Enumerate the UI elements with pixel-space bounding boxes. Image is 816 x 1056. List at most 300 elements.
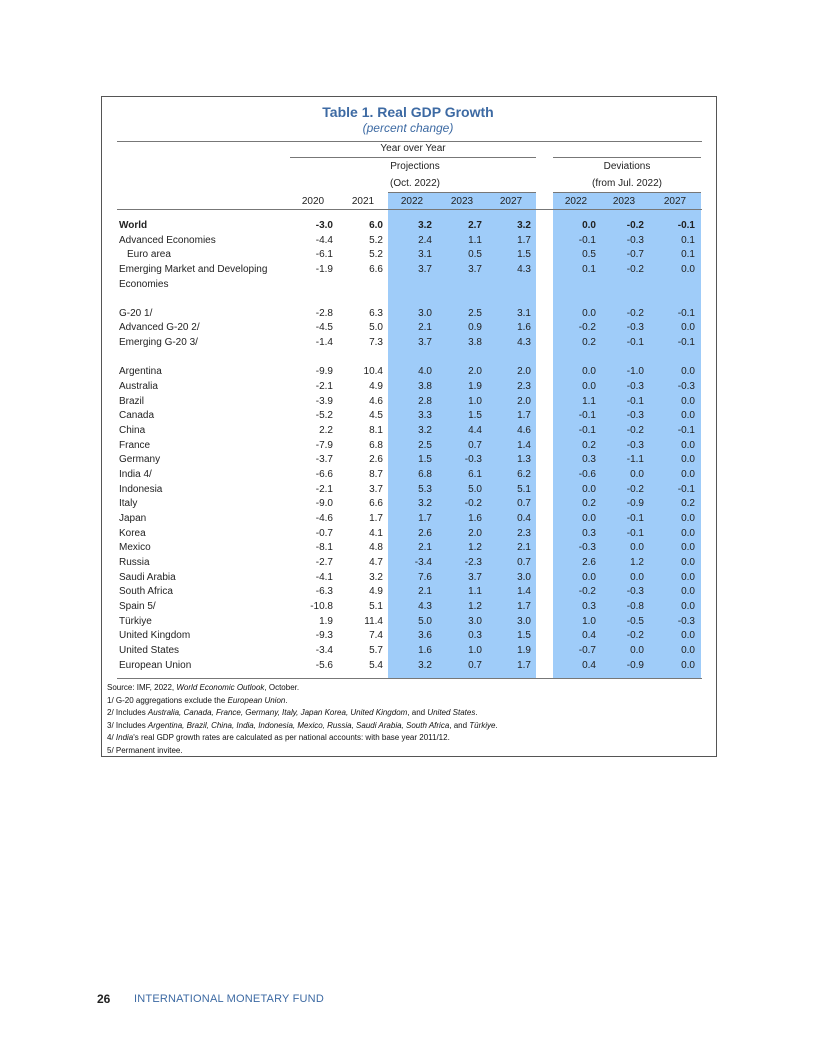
header-deviations: Deviations bbox=[603, 161, 651, 172]
cell-value: 6.6 bbox=[369, 498, 383, 510]
cell-value: 4.1 bbox=[369, 527, 383, 539]
cell-value: 0.0 bbox=[681, 659, 695, 671]
cell-value: 4.3 bbox=[517, 337, 531, 348]
cell-value: 0.0 bbox=[681, 512, 695, 524]
table-subtitle: (percent change) bbox=[362, 121, 454, 135]
cell-value: 0.4 bbox=[517, 512, 531, 524]
cell-value: 0.0 bbox=[582, 307, 596, 319]
cell-value: 0.2 bbox=[582, 498, 596, 510]
table-row bbox=[0, 571, 816, 586]
cell-value: -0.1 bbox=[626, 512, 644, 524]
cell-value: 1.9 bbox=[319, 615, 333, 627]
table-row bbox=[0, 585, 816, 600]
header-deviations-date: (from Jul. 2022) bbox=[591, 178, 663, 189]
footnote-3: 3/ Includes Argentina, Brazil, China, India, Indonesia, Mexico, Russia, Saudi Arabia, South Africa, and Türkiye. bbox=[107, 720, 498, 730]
cell-value: 1.5 bbox=[517, 630, 531, 642]
cell-value: 1.2 bbox=[630, 556, 644, 568]
cell-value: -5.6 bbox=[315, 659, 333, 671]
cell-value: 0.9 bbox=[468, 322, 482, 334]
cell-value: 2.6 bbox=[369, 454, 383, 466]
row-label: Australia bbox=[119, 381, 158, 392]
cell-value: 1.5 bbox=[418, 454, 432, 466]
cell-value: 0.0 bbox=[582, 366, 596, 378]
cell-value: -1.4 bbox=[315, 337, 333, 348]
cell-value: 1.5 bbox=[517, 249, 531, 260]
cell-value: -0.2 bbox=[626, 483, 644, 495]
cell-value: -0.2 bbox=[626, 630, 644, 642]
cell-value: 2.4 bbox=[418, 234, 432, 246]
cell-value: 0.2 bbox=[582, 439, 596, 451]
cell-value: 1.0 bbox=[468, 395, 482, 407]
rule-under-subtitle bbox=[117, 141, 702, 142]
cell-value: 6.8 bbox=[369, 439, 383, 451]
cell-value: 2.1 bbox=[418, 542, 432, 554]
cell-value: 6.6 bbox=[369, 263, 383, 275]
cell-value: -1.0 bbox=[626, 366, 644, 378]
rule-under-projections bbox=[388, 192, 536, 193]
cell-value: 7.3 bbox=[369, 337, 383, 348]
cell-value: 2.7 bbox=[468, 220, 482, 231]
footnote-5: 5/ Permanent invitee. bbox=[107, 745, 183, 755]
cell-value: 1.0 bbox=[468, 644, 482, 656]
cell-value: -6.1 bbox=[315, 249, 333, 260]
cell-value: 3.2 bbox=[418, 659, 432, 671]
table-row bbox=[0, 219, 816, 234]
cell-value: 1.9 bbox=[468, 381, 482, 392]
cell-value: 4.7 bbox=[369, 556, 383, 568]
cell-value: 3.7 bbox=[468, 263, 482, 275]
cell-value: 0.0 bbox=[681, 322, 695, 334]
cell-value: 0.5 bbox=[582, 249, 596, 260]
cell-value: -1.1 bbox=[626, 454, 644, 466]
cell-value: 5.0 bbox=[418, 615, 432, 627]
cell-value: 8.7 bbox=[369, 468, 383, 480]
footnote-4: 4/ India's real GDP growth rates are calculated as per national accounts: with base year 2011/12. bbox=[107, 733, 450, 742]
cell-value: -0.2 bbox=[626, 424, 644, 436]
cell-value: 10.4 bbox=[363, 366, 383, 378]
cell-value: 0.0 bbox=[681, 600, 695, 612]
cell-value: 1.9 bbox=[517, 644, 531, 656]
cell-value: 6.0 bbox=[369, 220, 383, 231]
row-label: Germany bbox=[119, 454, 161, 466]
cell-value: 0.0 bbox=[681, 395, 695, 407]
cell-value: 1.7 bbox=[517, 410, 531, 422]
cell-value: 0.7 bbox=[468, 439, 482, 451]
cell-value: 4.3 bbox=[418, 600, 432, 612]
cell-value: 0.0 bbox=[681, 571, 695, 583]
cell-value: -3.4 bbox=[315, 644, 333, 656]
publisher-name: INTERNATIONAL MONETARY FUND bbox=[134, 993, 324, 1005]
cell-value: -0.1 bbox=[677, 483, 695, 495]
cell-value: 5.7 bbox=[369, 644, 383, 656]
cell-value: 4.6 bbox=[517, 424, 531, 436]
row-label: Italy bbox=[119, 498, 138, 510]
row-label: Emerging Market and Developing bbox=[119, 263, 268, 275]
cell-value: -9.9 bbox=[315, 366, 333, 378]
cell-value: 3.3 bbox=[418, 410, 432, 422]
cell-value: 3.0 bbox=[468, 615, 482, 627]
cell-value: -9.3 bbox=[315, 630, 333, 642]
rule-under-columns bbox=[117, 209, 702, 210]
cell-value: -0.8 bbox=[626, 600, 644, 612]
row-label: South Africa bbox=[119, 586, 173, 598]
cell-value: -0.7 bbox=[578, 644, 596, 656]
header-projections: Projections bbox=[390, 161, 440, 172]
cell-value: -0.9 bbox=[626, 659, 644, 671]
cell-value: 0.3 bbox=[582, 454, 596, 466]
cell-value: 3.2 bbox=[418, 424, 432, 436]
table-row bbox=[0, 644, 816, 659]
table-row bbox=[0, 615, 816, 630]
cell-value: -4.5 bbox=[315, 322, 333, 334]
cell-value: -0.6 bbox=[578, 468, 596, 480]
rule-under-deviations-top bbox=[553, 157, 701, 158]
row-label: Economies bbox=[119, 278, 169, 290]
table-row bbox=[0, 336, 816, 351]
cell-value: 1.7 bbox=[369, 512, 383, 524]
cell-value: 1.7 bbox=[418, 512, 432, 524]
cell-value: 11.4 bbox=[364, 615, 383, 627]
cell-value: 4.5 bbox=[369, 410, 383, 422]
row-label: Saudi Arabia bbox=[119, 571, 176, 583]
row-label: United Kingdom bbox=[119, 630, 191, 642]
cell-value: -0.2 bbox=[578, 322, 596, 334]
cell-value: -3.7 bbox=[315, 454, 333, 466]
cell-value: 2.6 bbox=[418, 527, 432, 539]
cell-value: 2.0 bbox=[517, 395, 531, 407]
col-header: 2021 bbox=[351, 196, 375, 207]
col-header: 2027 bbox=[499, 196, 523, 207]
cell-value: 3.7 bbox=[418, 337, 432, 348]
cell-value: 2.0 bbox=[517, 366, 531, 378]
table-row bbox=[0, 468, 816, 483]
cell-value: -0.1 bbox=[677, 307, 695, 319]
cell-value: 0.7 bbox=[517, 498, 531, 510]
cell-value: 0.5 bbox=[468, 249, 482, 260]
cell-value: 4.9 bbox=[369, 586, 383, 598]
cell-value: -0.3 bbox=[626, 586, 644, 598]
table-row bbox=[0, 453, 816, 468]
cell-value: 2.3 bbox=[517, 527, 531, 539]
cell-value: -0.2 bbox=[464, 498, 482, 510]
cell-value: -0.2 bbox=[626, 263, 644, 275]
cell-value: 0.1 bbox=[681, 249, 695, 260]
cell-value: 1.1 bbox=[468, 586, 482, 598]
table-title: Table 1. Real GDP Growth bbox=[322, 104, 494, 120]
table-row bbox=[0, 556, 816, 571]
cell-value: 2.3 bbox=[517, 381, 531, 392]
cell-value: 5.0 bbox=[468, 483, 482, 495]
table-row bbox=[0, 248, 816, 263]
cell-value: 5.2 bbox=[369, 234, 383, 246]
cell-value: 0.0 bbox=[681, 630, 695, 642]
cell-value: 0.1 bbox=[582, 263, 596, 275]
cell-value: 1.4 bbox=[517, 439, 531, 451]
cell-value: 3.0 bbox=[418, 307, 432, 319]
table-row bbox=[0, 424, 816, 439]
cell-value: 0.0 bbox=[681, 468, 695, 480]
cell-value: -6.6 bbox=[315, 468, 333, 480]
cell-value: 0.0 bbox=[681, 366, 695, 378]
cell-value: -3.0 bbox=[315, 220, 333, 231]
row-label: China bbox=[119, 424, 146, 436]
cell-value: 0.7 bbox=[468, 659, 482, 671]
col-header: 2022 bbox=[400, 196, 424, 207]
cell-value: 6.8 bbox=[418, 468, 432, 480]
cell-value: 0.7 bbox=[517, 556, 531, 568]
row-label: India 4/ bbox=[119, 468, 152, 480]
header-projections-date: (Oct. 2022) bbox=[389, 178, 441, 189]
rule-table-bottom bbox=[117, 678, 702, 679]
cell-value: -3.4 bbox=[414, 556, 432, 568]
cell-value: 0.4 bbox=[582, 659, 596, 671]
footnote-2: 2/ Includes Australia, Canada, France, Germany, Italy, Japan Korea, United Kingdom, and United States. bbox=[107, 708, 478, 717]
table-row bbox=[0, 365, 816, 380]
row-label: European Union bbox=[119, 659, 192, 671]
row-label: Argentina bbox=[119, 366, 162, 378]
cell-value: -0.2 bbox=[626, 307, 644, 319]
cell-value: 1.2 bbox=[468, 600, 482, 612]
row-label: Advanced G-20 2/ bbox=[119, 322, 200, 334]
cell-value: -2.8 bbox=[315, 307, 333, 319]
cell-value: -0.1 bbox=[626, 395, 644, 407]
cell-value: 0.2 bbox=[582, 337, 596, 348]
cell-value: -2.7 bbox=[315, 556, 333, 568]
cell-value: 1.6 bbox=[418, 644, 432, 656]
cell-value: 7.6 bbox=[418, 571, 432, 583]
table-row bbox=[0, 234, 816, 249]
table-row bbox=[0, 497, 816, 512]
cell-value: -4.6 bbox=[315, 512, 333, 524]
row-label: Russia bbox=[119, 556, 150, 568]
cell-value: 5.2 bbox=[369, 249, 383, 260]
cell-value: -6.3 bbox=[315, 586, 333, 598]
table-row bbox=[0, 307, 816, 322]
row-label: Türkiye bbox=[119, 615, 152, 627]
col-header: 2023 bbox=[450, 196, 474, 207]
table-row bbox=[0, 439, 816, 454]
cell-value: 1.2 bbox=[468, 542, 482, 554]
cell-value: 6.1 bbox=[468, 468, 482, 480]
table-row bbox=[0, 395, 816, 410]
cell-value: -0.1 bbox=[626, 527, 644, 539]
cell-value: -0.1 bbox=[626, 337, 644, 348]
cell-value: 2.6 bbox=[582, 556, 596, 568]
table-row bbox=[0, 512, 816, 527]
cell-value: 3.7 bbox=[468, 571, 482, 583]
cell-value: 5.1 bbox=[517, 483, 531, 495]
table-row bbox=[0, 659, 816, 674]
cell-value: -0.3 bbox=[677, 381, 695, 392]
cell-value: 3.1 bbox=[517, 307, 531, 319]
header-year-over-year: Year over Year bbox=[380, 143, 446, 154]
cell-value: 0.0 bbox=[681, 527, 695, 539]
cell-value: 3.8 bbox=[418, 381, 432, 392]
cell-value: -4.4 bbox=[315, 234, 333, 246]
cell-value: 1.0 bbox=[582, 615, 596, 627]
cell-value: 0.0 bbox=[582, 512, 596, 524]
cell-value: -0.3 bbox=[626, 439, 644, 451]
row-label: Emerging G-20 3/ bbox=[119, 337, 198, 348]
cell-value: -7.9 bbox=[315, 439, 333, 451]
table-row bbox=[0, 321, 816, 336]
cell-value: 1.7 bbox=[517, 600, 531, 612]
cell-value: -0.1 bbox=[578, 424, 596, 436]
cell-value: 1.4 bbox=[517, 586, 531, 598]
rule-under-deviations bbox=[553, 192, 701, 193]
cell-value: -0.3 bbox=[626, 410, 644, 422]
cell-value: 5.0 bbox=[369, 322, 383, 334]
cell-value: 0.0 bbox=[630, 644, 644, 656]
cell-value: 4.0 bbox=[418, 366, 432, 378]
cell-value: 0.0 bbox=[582, 220, 596, 231]
cell-value: 1.7 bbox=[517, 234, 531, 246]
cell-value: 3.0 bbox=[517, 571, 531, 583]
cell-value: 6.2 bbox=[517, 468, 531, 480]
cell-value: 3.8 bbox=[468, 337, 482, 348]
cell-value: 0.0 bbox=[681, 454, 695, 466]
cell-value: 5.1 bbox=[369, 600, 383, 612]
cell-value: 1.5 bbox=[468, 410, 482, 422]
cell-value: 3.7 bbox=[369, 483, 383, 495]
cell-value: 0.3 bbox=[582, 600, 596, 612]
cell-value: 3.2 bbox=[418, 220, 432, 231]
cell-value: -3.9 bbox=[315, 395, 333, 407]
cell-value: 0.2 bbox=[681, 498, 695, 510]
cell-value: 0.0 bbox=[630, 542, 644, 554]
cell-value: -0.1 bbox=[677, 220, 695, 231]
cell-value: 1.6 bbox=[517, 322, 531, 334]
row-label: G-20 1/ bbox=[119, 307, 153, 319]
row-label: Canada bbox=[119, 410, 155, 422]
table-row bbox=[0, 527, 816, 542]
cell-value: 3.0 bbox=[517, 615, 531, 627]
row-label: Korea bbox=[119, 527, 146, 539]
cell-value: 2.0 bbox=[468, 527, 482, 539]
cell-value: -5.2 bbox=[315, 410, 333, 422]
cell-value: 0.1 bbox=[681, 234, 695, 246]
table-row bbox=[0, 600, 816, 615]
cell-value: -0.3 bbox=[677, 615, 695, 627]
cell-value: 2.1 bbox=[517, 542, 531, 554]
cell-value: 0.0 bbox=[582, 483, 596, 495]
cell-value: 0.3 bbox=[468, 630, 482, 642]
col-header: 2022 bbox=[564, 196, 588, 207]
cell-value: 3.1 bbox=[418, 249, 432, 260]
cell-value: -0.3 bbox=[626, 322, 644, 334]
row-label: France bbox=[119, 439, 151, 451]
cell-value: 4.6 bbox=[369, 395, 383, 407]
table-row bbox=[0, 409, 816, 424]
cell-value: 5.3 bbox=[418, 483, 432, 495]
cell-value: 4.3 bbox=[517, 263, 531, 275]
cell-value: 3.2 bbox=[517, 220, 531, 231]
cell-value: 2.2 bbox=[319, 424, 333, 436]
row-label: Indonesia bbox=[119, 483, 163, 495]
row-label: Brazil bbox=[119, 395, 145, 407]
cell-value: 2.8 bbox=[418, 395, 432, 407]
cell-value: 0.4 bbox=[582, 630, 596, 642]
cell-value: -0.1 bbox=[578, 410, 596, 422]
cell-value: -0.9 bbox=[626, 498, 644, 510]
cell-value: 0.0 bbox=[630, 468, 644, 480]
row-label: Mexico bbox=[119, 542, 151, 554]
row-label: Euro area bbox=[127, 249, 171, 260]
cell-value: 0.0 bbox=[681, 542, 695, 554]
cell-value: 1.3 bbox=[517, 454, 531, 466]
cell-value: 4.4 bbox=[468, 424, 482, 436]
cell-value: 1.1 bbox=[468, 234, 482, 246]
cell-value: -0.2 bbox=[578, 586, 596, 598]
rule-under-yoy bbox=[290, 157, 536, 158]
table-notes bbox=[107, 682, 498, 757]
cell-value: 2.1 bbox=[418, 586, 432, 598]
cell-value: -0.1 bbox=[677, 337, 695, 348]
cell-value: -0.7 bbox=[315, 527, 333, 539]
cell-value: 7.4 bbox=[369, 630, 383, 642]
row-label: United States bbox=[119, 644, 180, 656]
cell-value: 2.5 bbox=[418, 439, 432, 451]
cell-value: 1.7 bbox=[517, 659, 531, 671]
source-note: Source: IMF, 2022, World Economic Outlook, October. bbox=[107, 683, 300, 692]
row-label: World bbox=[119, 220, 148, 231]
cell-value: 3.7 bbox=[418, 263, 432, 275]
table-row bbox=[0, 278, 816, 293]
cell-value: 3.2 bbox=[418, 498, 432, 510]
cell-value: -0.1 bbox=[578, 234, 596, 246]
cell-value: -2.1 bbox=[315, 483, 333, 495]
table-row bbox=[0, 380, 816, 395]
cell-value: 4.8 bbox=[369, 542, 383, 554]
footnote-1: 1/ G-20 aggregations exclude the European Union. bbox=[107, 695, 288, 705]
col-header: 2020 bbox=[301, 196, 325, 207]
cell-value: -0.5 bbox=[626, 615, 644, 627]
cell-value: -9.0 bbox=[315, 498, 333, 510]
cell-value: 3.2 bbox=[369, 571, 383, 583]
cell-value: -8.1 bbox=[315, 542, 333, 554]
cell-value: 0.0 bbox=[630, 571, 644, 583]
cell-value: 0.0 bbox=[681, 644, 695, 656]
cell-value: 4.9 bbox=[369, 381, 383, 392]
row-label: Japan bbox=[119, 512, 147, 524]
cell-value: 0.0 bbox=[582, 381, 596, 392]
table-row bbox=[0, 483, 816, 498]
cell-value: 0.0 bbox=[681, 556, 695, 568]
cell-value: 0.0 bbox=[681, 263, 695, 275]
col-header: 2023 bbox=[612, 196, 636, 207]
cell-value: 1.1 bbox=[582, 395, 596, 407]
cell-value: 0.0 bbox=[681, 439, 695, 451]
cell-value: -4.1 bbox=[315, 571, 333, 583]
cell-value: 0.3 bbox=[582, 527, 596, 539]
cell-value: 3.6 bbox=[418, 630, 432, 642]
cell-value: -10.8 bbox=[310, 600, 333, 612]
cell-value: 5.4 bbox=[369, 659, 383, 671]
cell-value: -0.3 bbox=[578, 542, 596, 554]
cell-value: 2.1 bbox=[418, 322, 432, 334]
table-row bbox=[0, 629, 816, 644]
cell-value: -0.3 bbox=[626, 234, 644, 246]
table-row bbox=[0, 263, 816, 278]
page-number: 26 bbox=[97, 992, 111, 1006]
col-header: 2027 bbox=[663, 196, 687, 207]
cell-value: -2.3 bbox=[464, 556, 482, 568]
cell-value: -0.2 bbox=[626, 220, 644, 231]
cell-value: -0.1 bbox=[677, 424, 695, 436]
cell-value: 0.0 bbox=[582, 571, 596, 583]
cell-value: 1.6 bbox=[468, 512, 482, 524]
cell-value: 6.3 bbox=[369, 307, 383, 319]
